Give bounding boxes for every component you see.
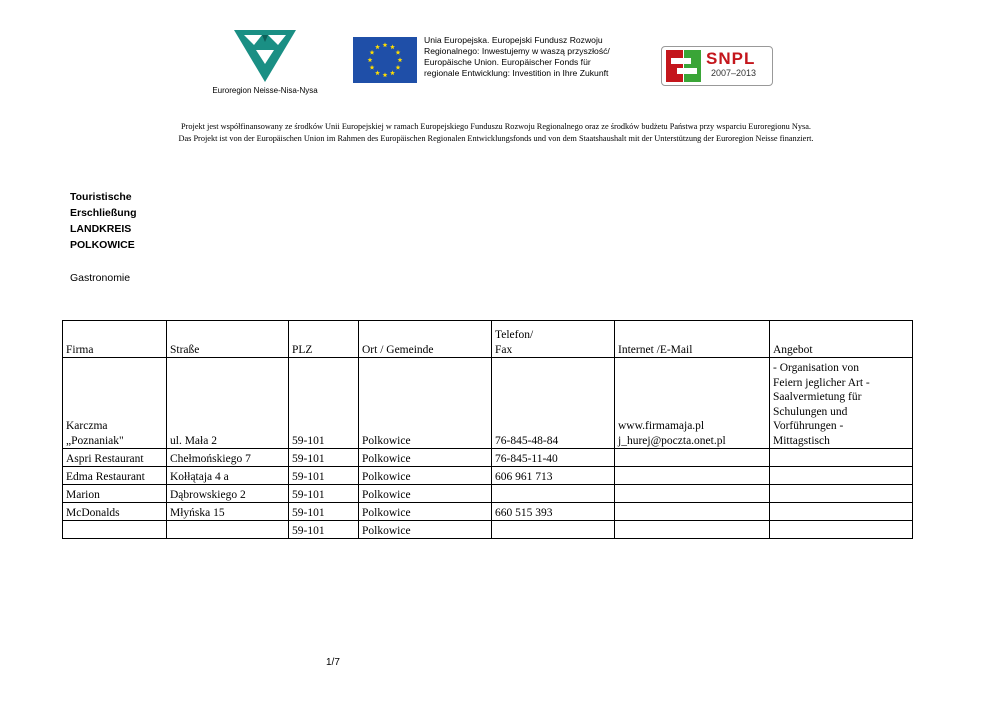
table-row: [63, 503, 913, 521]
cell-telefon: 76-845-48-84: [492, 358, 615, 449]
cell-plz: 59-101: [289, 358, 359, 449]
cell-strasse: Młyńska 15: [167, 503, 289, 521]
cell-telefon: 606 961 713: [492, 467, 615, 485]
eu-text-line: Regionalnego: Inwestujemy w waszą przyszłość/: [424, 46, 610, 56]
header-plz: PLZ: [289, 321, 359, 358]
cell-angebot-line: Saalvermietung für: [773, 391, 862, 403]
cell-firma-line: Marion: [66, 488, 100, 501]
eu-text-line: Unia Europejska. Europejski Fundusz Rozwoju: [424, 35, 603, 45]
cell-angebot-line: Schulungen und: [773, 405, 848, 418]
cell-firma: [63, 485, 167, 503]
snpl-years: 2007–2013: [711, 68, 757, 78]
cell-angebot-line: Mittagstisch: [773, 434, 830, 447]
page-number: 1/7: [326, 657, 340, 668]
title-line: Touristische: [70, 191, 132, 203]
cell-angebot-line: - Organisation von: [773, 362, 860, 374]
cofinancing-statement-pl: Projekt jest współfinansowany ze środków Unii Europejskiej w ramach Europejskiego Funduszu Rozwoju Regionalnego oraz ze środków budżetu Państwa przy wsparciu Euroregionu Nysa.: [181, 122, 811, 131]
cell-angebot: [770, 485, 913, 503]
cell-angebot: [770, 503, 913, 521]
cell-ort: Polkowice: [359, 503, 492, 521]
cell-firma: [63, 521, 167, 539]
cell-internet: [615, 485, 770, 503]
header-strasse: Straße: [167, 321, 289, 358]
cell-telefon: [492, 485, 615, 503]
eu-text-line: Europäische Union. Europäischer Fonds für: [424, 57, 591, 67]
eu-text-line: regionale Entwicklung: Investition in Ihre Zukunft: [424, 68, 609, 78]
title-line: POLKOWICE: [70, 239, 135, 251]
header-ort: Ort / Gemeinde: [359, 321, 492, 358]
cell-firma: [63, 503, 167, 521]
cell-strasse: Kołłątaja 4 a: [167, 467, 289, 485]
cell-firma-line: Edma Restaurant: [66, 470, 145, 483]
cell-firma: [63, 449, 167, 467]
cell-internet: [615, 358, 770, 449]
cell-plz: 59-101: [289, 503, 359, 521]
cell-ort: Polkowice: [359, 358, 492, 449]
snpl-label: SNPL: [706, 49, 756, 68]
document-title: [70, 189, 137, 253]
cell-plz: 59-101: [289, 485, 359, 503]
cell-plz: 59-101: [289, 521, 359, 539]
cell-ort: Polkowice: [359, 485, 492, 503]
header-internet: Internet /E-Mail: [615, 321, 770, 358]
cell-firma-line: McDonalds: [66, 506, 120, 519]
cell-ort: Polkowice: [359, 449, 492, 467]
cell-firma-line: Aspri Restaurant: [66, 452, 144, 465]
gastronomy-table: [62, 320, 913, 539]
cell-strasse: [167, 521, 289, 539]
snpl-puzzle-icon: [665, 49, 703, 83]
cell-internet: [615, 503, 770, 521]
cell-telefon: 660 515 393: [492, 503, 615, 521]
cell-internet-line: j_hurej@poczta.onet.pl: [618, 434, 726, 447]
cell-angebot: [770, 467, 913, 485]
cell-firma-line: „Poznaniak": [66, 434, 124, 447]
cell-plz: 59-101: [289, 467, 359, 485]
cell-angebot: [770, 449, 913, 467]
table-header-row: [63, 321, 913, 358]
header-angebot: Angebot: [770, 321, 913, 358]
header-telefon-line: Fax: [495, 343, 513, 356]
cell-angebot-line: Vorführungen -: [773, 420, 844, 432]
cell-angebot: [770, 358, 913, 449]
eu-funding-text: [424, 35, 654, 79]
cell-strasse: ul. Mała 2: [167, 358, 289, 449]
cell-firma-line: Karczma: [66, 420, 108, 432]
cell-angebot-line: Feiern jeglicher Art -: [773, 376, 870, 389]
euroregion-emblem-icon: [234, 30, 296, 82]
cell-internet-line: www.firmamaja.pl: [618, 420, 705, 432]
cell-ort: Polkowice: [359, 521, 492, 539]
cell-angebot: [770, 521, 913, 539]
snpl-logo: [661, 46, 773, 86]
table-row: [63, 521, 913, 539]
section-title: Gastronomie: [70, 272, 131, 284]
cell-telefon: [492, 521, 615, 539]
header-telefon: [492, 321, 615, 358]
euroregion-caption: Euroregion Neisse-Nisa-Nysa: [212, 86, 318, 95]
cell-firma: [63, 467, 167, 485]
cell-firma: [63, 358, 167, 449]
cell-internet: [615, 449, 770, 467]
title-line: LANDKREIS: [70, 223, 132, 235]
euroregion-logo: [200, 30, 330, 100]
cofinancing-statement-de: Das Projekt ist von der Europäischen Union im Rahmen des Europäischen Regionalen Entwicklungsfonds und von dem Staatshaushalt mit der Unterstützung der Euroregion Neisse finanziert.: [178, 134, 814, 143]
cell-internet: [615, 521, 770, 539]
cell-telefon: 76-845-11-40: [492, 449, 615, 467]
title-line: Erschließung: [70, 207, 137, 219]
cell-internet: [615, 467, 770, 485]
header-telefon-line: Telefon/: [495, 329, 534, 341]
cell-strasse: Chełmońskiego 7: [167, 449, 289, 467]
cell-strasse: Dąbrowskiego 2: [167, 485, 289, 503]
cell-ort: Polkowice: [359, 467, 492, 485]
eu-flag-icon: [353, 37, 417, 83]
table-row: [63, 449, 913, 467]
cell-plz: 59-101: [289, 449, 359, 467]
table-row: [63, 485, 913, 503]
table-row: [63, 467, 913, 485]
table-row: [63, 358, 913, 449]
header-firma: Firma: [63, 321, 167, 358]
